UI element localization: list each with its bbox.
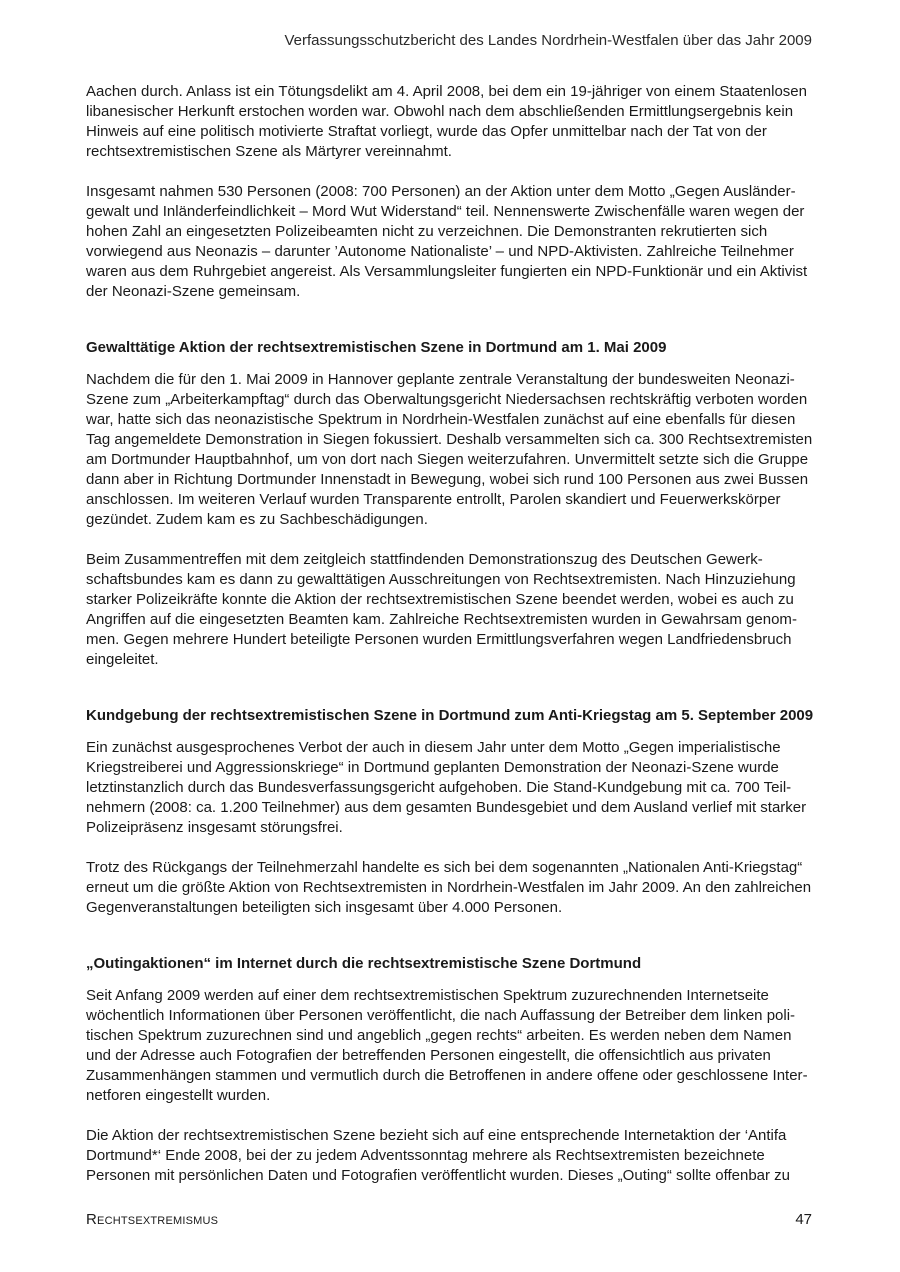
section-heading-may-day: Gewalttätige Aktion der rechtsextremistischen Szene in Dortmund am 1. Mai 2009 [86, 339, 667, 356]
paragraph-outing-antifa: Die Aktion der rechtsextremistischen Szene bezieht sich auf eine entsprechende Internetaktion der ‘Antifa Dortmund*‘ Ende 2008, bei der zu jedem Adventssonntag mehrere als Rechtsextremisten bezeichnete Personen mit persönlichen Daten und Fotografien veröffentlicht wurden. Dieses „Outing“ sollte offenbar zu [86, 1127, 791, 1184]
main-content [86, 82, 816, 1186]
paragraph-anti-war-rally: Ein zunächst ausgesprochenes Verbot der auch in diesem Jahr unter dem Motto „Gegen imperialistische Kriegstreiberei und Aggressionskriege“ in Dortmund geplanten Demonstration der Neonazi-Szene wurde letztinstanzlich durch das Bundesverfassungsgericht aufgehoben. Die Stand-Kundgebung mit ca. 700 Teilnehmern (2008: ca. 1.200 Teilnehmer) aus dem gesamten Bundesgebiet und dem Ausland verlief mit starker Polizeipräsenz insgesamt störungsfrei. [86, 739, 807, 836]
page-number: 47 [795, 1211, 812, 1228]
paragraph-may-day-clashes: Beim Zusammentreffen mit dem zeitgleich stattfindenden Demonstrationszug des Deutschen Gewerkschaftsbundes kam es dann zu gewalttätigen Ausschreitungen von Rechtsextremisten. Nach Hinzuziehung starker Polizeikräfte konnte die Aktion der rechtsextremistischen Szene beendet werden, wobei es auch zu Angriffen auf die eingesetzten Beamten kam. Zahlreiche Rechtsextremisten wurden in Gewahrsam genommen. Gegen mehrere Hundert beteiligte Personen wurden Ermittlungsverfahren wegen Landfriedensbruch eingeleitet. [86, 551, 797, 668]
paragraph-may-day-events: Nachdem die für den 1. Mai 2009 in Hannover geplante zentrale Veranstaltung der bundesweiten Neonazi-Szene zum „Arbeiterkampftag“ durch das Oberwaltungsgericht Niedersachsen rechtskräftig verboten worden war, hatte sich das neonazistische Spektrum in Nordrhein-Westfalen zunächst auf eine ebenfalls für diesen Tag angemeldete Demonstration in Siegen fokussiert. Deshalb versammelten sich ca. 300 Rechtsextremisten am Dortmunder Hauptbahnhof, um von dort nach Siegen weiterzufahren. Unvermittelt setzte sich die Gruppe dann aber in Richtung Dortmunder Innenstadt in Bewegung, wobei sich rund 100 Personen aus zwei Bussen anschlossen. Im weiteren Verlauf wurden Transparente entrollt, Parolen skandiert und Feuerwerkskörper gezündet. Zudem kam es zu Sachbeschädigungen. [86, 371, 813, 528]
paragraph-participants: Insgesamt nahmen 530 Personen (2008: 700 Personen) an der Aktion unter dem Motto „Gegen Ausländergewalt und Inländerfeindlichkeit – Mord Wut Widerstand“ teil. Nennenswerte Zwischenfälle waren wegen der hohen Zahl an eingesetzten Polizeibeamten nicht zu verzeichnen. Die Demonstranten rekrutierten sich vorwiegend aus Neonazis – darunter ’Autonome Nationaliste’ – und NPD-Aktivisten. Zahlreiche Teilnehmer waren aus dem Ruhrgebiet angereist. Als Versammlungsleiter fungierten ein NPD-Funktionär und ein Aktivist der Neonazi-Szene gemeinsam. [86, 183, 808, 300]
section-heading-outing: „Outingaktionen“ im Internet durch die rechtsextremistische Szene Dortmund [86, 955, 642, 972]
section-heading-anti-war-day: Kundgebung der rechtsextremistischen Szene in Dortmund zum Anti-Kriegstag am 5. September 2009 [86, 707, 814, 724]
paragraph-anti-war-counter: Trotz des Rückgangs der Teilnehmerzahl handelte es sich bei dem sogenannten „Nationalen Anti-Kriegstag“ erneut um die größte Aktion von Rechtsextremisten in Nordrhein-Westfalen im Jahr 2009. An den zahlreichen Gegenveranstaltungen beteiligten sich insgesamt über 4.000 Personen. [86, 859, 812, 916]
running-header: Verfassungsschutzbericht des Landes Nordrhein-Westfalen über das Jahr 2009 [284, 32, 812, 49]
page-footer [86, 1210, 812, 1230]
paragraph-outing-website: Seit Anfang 2009 werden auf einer dem rechtsextremistischen Spektrum zuzurechnenden Internetseite wöchentlich Informationen über Personen veröffentlicht, die nach Auffassung der Betreiber dem linken politischen Spektrum zuzurechnen sind und angeblich „gegen rechts“ arbeiten. Es werden neben dem Namen und der Adresse auch Fotografien der betreffenden Personen eingestellt, die offensichtlich aus privaten Zusammenhängen stammen und vermutlich durch die Betroffenen in andere offene oder geschlossene Internetforen eingestellt wurden. [86, 987, 808, 1104]
footer-section-label: Rechtsextremismus [86, 1211, 219, 1228]
paragraph-aachen-conclusion: Aachen durch. Anlass ist ein Tötungsdelikt am 4. April 2008, bei dem ein 19-jähriger von einem Staatenlosen libanesischer Herkunft erstochen worden war. Obwohl nach dem abschließenden Ermittlungsergebnis kein Hinweis auf eine politisch motivierte Straftat vorliegt, wurde das Opfer unmittelbar nach der Tat von der rechtsextremistischen Szene als Märtyrer vereinnahmt. [86, 83, 807, 160]
